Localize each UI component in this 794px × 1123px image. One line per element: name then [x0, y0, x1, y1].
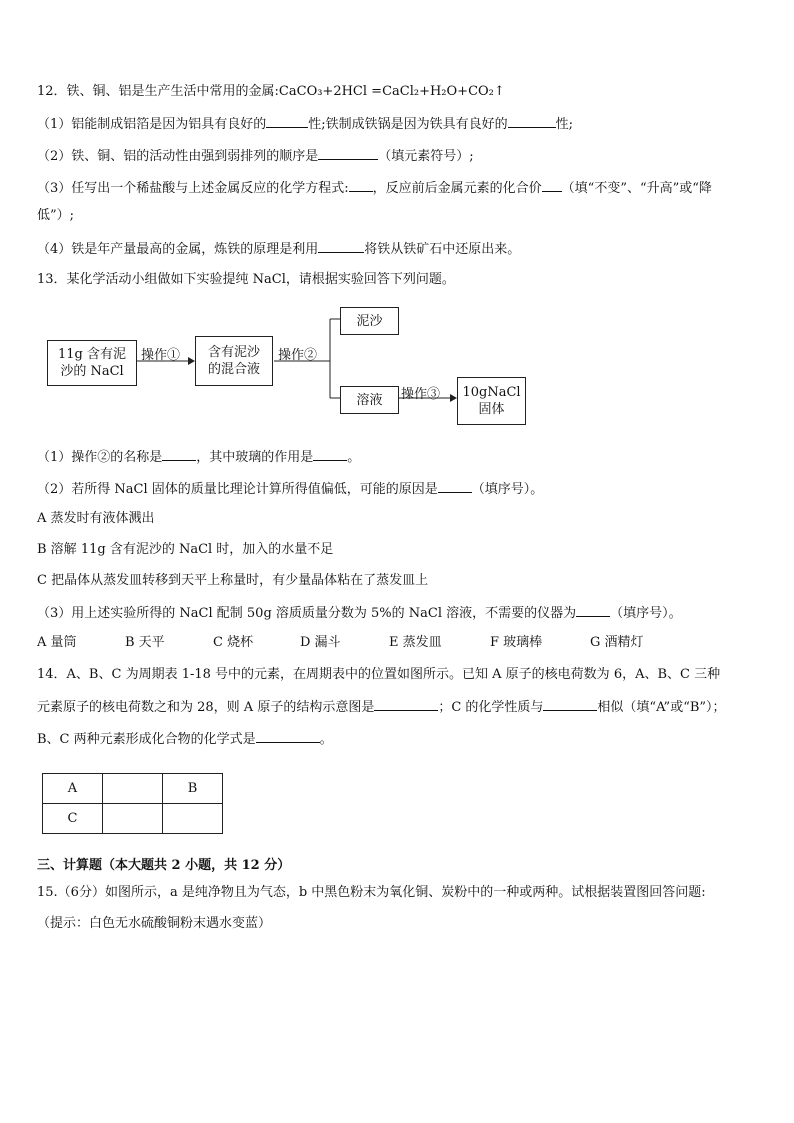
q12-part4-text-a: （4）铁是年产量最高的金属，炼铁的原理是利用 [37, 242, 319, 257]
option-item: E 蒸发皿 [389, 635, 442, 650]
q13-part1-text-b: ，其中玻璃的作用是 [196, 450, 314, 465]
q13-instrument-options [37, 634, 644, 652]
flow-label-op3: 操作③ [401, 387, 441, 402]
q12-stem: 12．铁、铜、铝是生产生活中常用的金属:CaCO₃+2HCl =CaCl₂+H₂O+CO₂↑ [37, 84, 505, 99]
option-item: G 酒精灯 [590, 635, 644, 650]
answer-blank[interactable] [576, 603, 610, 617]
answer-blank[interactable] [256, 729, 320, 743]
q12-part3-text-a: （3）任写出一个稀盐酸与上述金属反应的化学方程式: [37, 181, 349, 196]
q12-part4-text-b: 将铁从铁矿石中还原出来。 [364, 242, 521, 257]
option-item: A 量筒 [37, 635, 77, 650]
option-item: D 漏斗 [300, 635, 341, 650]
q13-part1 [37, 447, 360, 467]
q13-part2 [37, 479, 543, 499]
q13-part3-text-a: （3）用上述实验所得的 NaCl 配制 50g 溶质质量分数为 5%的 NaCl 溶液，不需要的仪器为 [37, 606, 577, 621]
answer-blank[interactable] [438, 479, 472, 493]
q14-line2-text-c: 相似（填“A”或“B”）； [597, 700, 726, 715]
q14-line3-text-b: 。 [319, 732, 333, 747]
table-cell [103, 774, 163, 804]
q13-choice-a: A 蒸发时有液体溅出 [37, 511, 155, 526]
q12-part3-text-c: （填“不变”、“升高”或“降 [561, 181, 712, 196]
q12-part1-text-a: （1）铝能制成铝箔是因为铝具有良好的 [37, 117, 267, 132]
option-item: B 天平 [125, 635, 165, 650]
answer-blank[interactable] [543, 697, 597, 711]
option-item: F 玻璃棒 [490, 635, 543, 650]
table-cell [163, 804, 223, 834]
answer-blank[interactable] [162, 447, 196, 461]
q14-line2-text-a: 元素原子的核电荷数之和为 28，则 A 原子的结构示意图是 [37, 700, 375, 715]
q12-part2-text-b: （填元素符号）; [378, 149, 474, 164]
q14-line3 [37, 729, 333, 749]
flow-box-solution: 溶液 [340, 386, 399, 414]
q15-line1: 15.（6分）如图所示，a 是纯净物且为气态，b 中黑色粉末为氧化铜、炭粉中的一种或两种。试根据装置图回答问题: [37, 885, 706, 900]
arrowhead-op3 [450, 394, 457, 402]
q13-part1-text-a: （1）操作②的名称是 [37, 450, 163, 465]
q12-part3-cont: 低”）; [37, 208, 75, 223]
q13-choice-b: B 溶解 11g 含有泥沙的 NaCl 时，加入的水量不足 [37, 542, 334, 557]
q15-line2: （提示：白色无水硫酸铜粉末遇水变蓝） [37, 916, 272, 931]
table-cell: C [43, 804, 103, 834]
table-cell [103, 804, 163, 834]
q13-part2-text-a: （2）若所得 NaCl 固体的质量比理论计算所得值偏低，可能的原因是 [37, 482, 438, 497]
q14-line1: 14．A、B、C 为周期表 1-18 号中的元素，在周期表中的位置如图所示。已知 A 原子的核电荷数为 6，A、B、C 三种 [37, 667, 721, 682]
flow-label-op1: 操作① [141, 348, 181, 363]
flow-box-raw-nacl: 11g 含有泥 沙的 NaCl [47, 340, 137, 386]
q13-choice-c: C 把晶体从蒸发皿转移到天平上称量时，有少量晶体粘在了蒸发皿上 [37, 573, 429, 588]
flow-box-sand: 泥沙 [340, 307, 399, 335]
q12-part1-text-b: 性;铁制成铁锅是因为铁具有良好的 [308, 117, 508, 132]
q13-part3-text-b: （填序号）。 [610, 606, 682, 621]
q14-line3-text-a: B、C 两种元素形成化合物的化学式是 [37, 732, 256, 747]
q13-stem: 13．某化学活动小组做如下实验提纯 NaCl，请根据实验回答下列问题。 [37, 272, 455, 287]
option-item: C 烧杯 [213, 635, 254, 650]
periodic-table-fragment [42, 773, 223, 834]
q12-part1-text-c: 性; [555, 117, 574, 132]
answer-blank[interactable] [374, 697, 438, 711]
flow-box-product: 10gNaCl 固体 [457, 377, 526, 425]
q14-line2 [37, 697, 726, 717]
table-cell: B [163, 774, 223, 804]
q12-part3-text-b: ，反应前后金属元素的化合价 [372, 181, 542, 196]
q13-part2-text-b: （填序号）。 [471, 482, 544, 497]
flow-label-op2: 操作② [278, 348, 318, 363]
q13-part1-text-c: 。 [347, 450, 361, 465]
flow-box-mixture: 含有泥沙 的混合液 [195, 336, 273, 386]
table-row [43, 774, 223, 804]
q12-part2-text-a: （2）铁、铜、铝的活动性由强到弱排列的顺序是 [37, 149, 319, 164]
arrowhead-op1 [188, 357, 195, 365]
q14-line2-text-b: ；C 的化学性质与 [438, 700, 544, 715]
q13-part3 [37, 603, 682, 623]
section-title: 三、计算题（本大题共 2 小题，共 12 分） [37, 858, 291, 873]
table-cell: A [43, 774, 103, 804]
answer-blank[interactable] [313, 447, 347, 461]
table-row [43, 804, 223, 834]
